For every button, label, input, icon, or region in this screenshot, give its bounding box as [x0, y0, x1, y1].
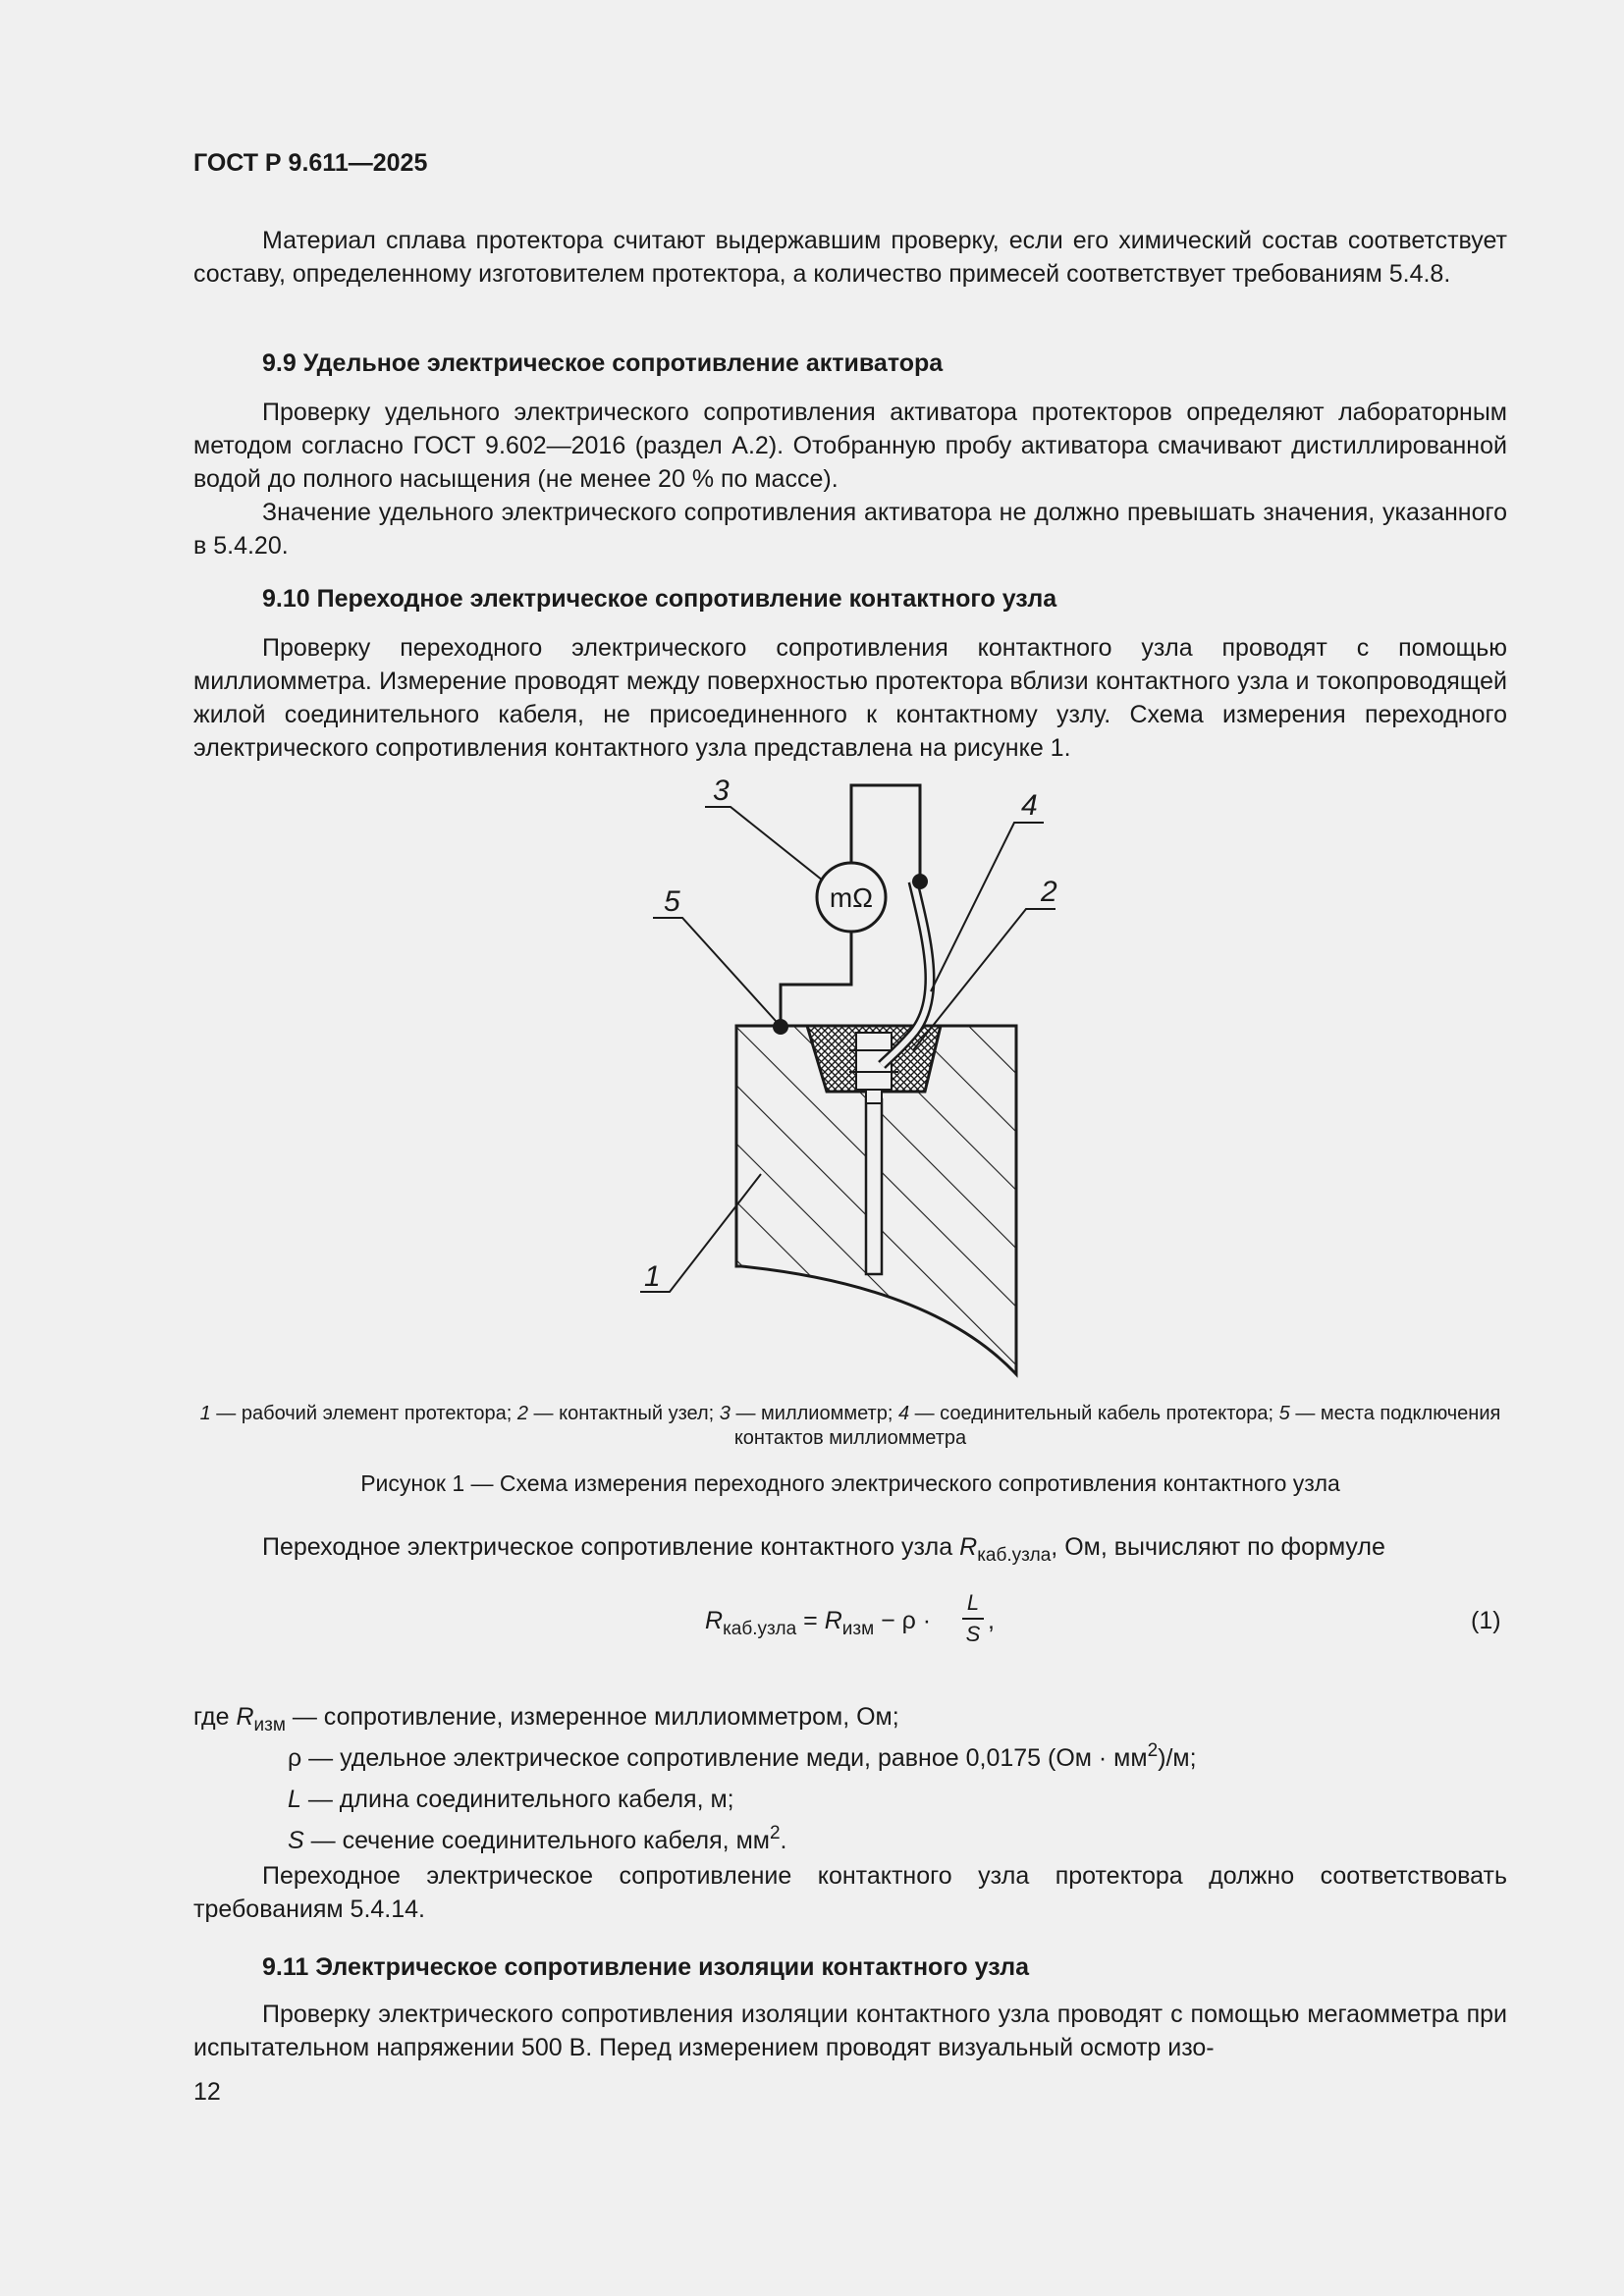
- where-l: [193, 1779, 1197, 1820]
- section-9-11-heading: 9.11 Электрическое сопротивление изоляции контактного узла: [262, 1953, 1030, 1981]
- conclusion-9-10: Переходное электрическое сопротивление контактного узла протектора должно соответствовать требованиям 5.4.14.: [193, 1862, 1507, 1923]
- legend-num-2: 2: [516, 1403, 528, 1424]
- contact-point-cable: [912, 874, 928, 889]
- legend-text-3: — миллиомметр;: [730, 1403, 898, 1424]
- where-r-desc: — сопротивление, измеренное миллиомметром, Ом;: [285, 1703, 899, 1731]
- legend-text-2: — контактный узел;: [527, 1403, 720, 1424]
- formula-denominator: S: [965, 1622, 981, 1646]
- formula-intro-before: Переходное электрическое сопротивление контактного узла: [262, 1533, 960, 1561]
- milliohmmeter-symbol: mΩ: [829, 882, 874, 913]
- formula-trailing: ,: [988, 1607, 995, 1634]
- where-s: [193, 1820, 1197, 1861]
- legend-num-4: 4: [897, 1403, 910, 1424]
- where-s-symbol: S: [288, 1827, 304, 1854]
- section-9-10-body: [193, 631, 1507, 765]
- figure-legend: [193, 1402, 1507, 1451]
- where-rho-end: )/м;: [1158, 1744, 1197, 1772]
- callout-4: 4: [1021, 789, 1038, 822]
- formula-r-symbol: R: [824, 1607, 842, 1634]
- callout-2: 2: [1041, 876, 1057, 908]
- where-l-desc: — длина соединительного кабеля, м;: [300, 1786, 734, 1813]
- legend-text-1: — рабочий элемент протектора;: [210, 1403, 517, 1424]
- where-rho-sup: 2: [1147, 1740, 1159, 1761]
- section-9-9-paragraph-2: Значение удельного электрического сопротивления активатора не должно превышать значения, указанного в 5.4.20.: [193, 499, 1507, 560]
- section-9-10-paragraph-1: Проверку переходного электрического сопротивления контактного узла проводят с помощью миллиомметра. Измерение проводят между поверхностью протектора вблизи контактного узла и токопроводящей жилой соединительного кабеля, не присоединенного к контактному узлу. Схема измерения переходного электрического сопротивления контактного узла представлена на рисунке 1.: [193, 634, 1507, 762]
- where-s-end: .: [780, 1827, 787, 1854]
- section-9-11-body: [193, 1998, 1507, 2064]
- measurement-diagram: [638, 775, 1070, 1394]
- where-rho-line: ρ — удельное электрическое сопротивление меди, равное 0,0175 (Ом · мм: [288, 1744, 1148, 1772]
- formula-fraction-bar: [962, 1618, 984, 1620]
- legend-num-5: 5: [1278, 1403, 1290, 1424]
- legend-text-4: — соединительный кабель протектора;: [909, 1403, 1279, 1424]
- section-9-9-body: [193, 396, 1507, 562]
- formula-equals: =: [803, 1607, 818, 1634]
- callout-3: 3: [713, 775, 730, 807]
- formula-explanation: [193, 1696, 1197, 1861]
- callout-1: 1: [644, 1260, 661, 1293]
- formula-intro-after: , Ом, вычисляют по формуле: [1051, 1533, 1385, 1561]
- legend-num-3: 3: [719, 1403, 731, 1424]
- where-r-izm: [193, 1696, 1197, 1737]
- document-header: ГОСТ Р 9.611—2025: [193, 149, 428, 177]
- section-9-10: [193, 582, 1507, 615]
- intro-block: [193, 224, 1507, 291]
- milliohmmeter: [817, 863, 886, 932]
- formula-numerator: L: [966, 1590, 980, 1615]
- section-9-10-heading: 9.10 Переходное электрическое сопротивление контактного узла: [262, 585, 1057, 613]
- conclusion-block: [193, 1859, 1507, 1926]
- formula-minus-rho: − ρ ·: [881, 1607, 932, 1634]
- section-9-9-paragraph-1: Проверку удельного электрического сопротивления активатора протекторов определяют лабораторным методом согласно ГОСТ 9.602—2016 (раздел А.2). Отобранную пробу активатора смачивают дистиллированной водой до полного насыщения (не менее 20 % по массе).: [193, 399, 1507, 493]
- formula-number: (1): [1471, 1607, 1501, 1634]
- page-number: 12: [193, 2078, 221, 2106]
- where-l-symbol: L: [288, 1786, 301, 1813]
- formula-lhs-symbol: R: [705, 1607, 724, 1634]
- section-9-11-paragraph-1: Проверку электрического сопротивления изоляции контактного узла проводят с помощью мегаомметра при испытательном напряжении 500 В. Перед измерением проводят визуальный осмотр изо-: [193, 2001, 1507, 2061]
- formula-fraction: [962, 1590, 984, 1647]
- formula-intro-symbol: R: [959, 1533, 978, 1561]
- formula-intro-subscript: каб.узла: [977, 1545, 1052, 1566]
- intro-paragraph: Материал сплава протектора считают выдержавшим проверку, если его химический состав соответствует составу, определенному изготовителем протектора, а количество примесей соответствует требованиям 5.4.8.: [193, 227, 1507, 288]
- legend-text-5: — места подключения контактов миллиомметра: [733, 1403, 1501, 1449]
- where-intro: где: [193, 1703, 237, 1731]
- formula-lhs-sub: каб.узла: [723, 1619, 797, 1639]
- where-r-sub: изм: [253, 1715, 286, 1735]
- section-9-11: [193, 1950, 1507, 1984]
- section-9-9-heading: 9.9 Удельное электрическое сопротивление активатора: [262, 349, 944, 377]
- where-s-desc: — сечение соединительного кабеля, мм: [303, 1827, 770, 1854]
- formula-r-sub: изм: [841, 1619, 875, 1639]
- legend-num-1: 1: [199, 1403, 211, 1424]
- where-s-sup: 2: [769, 1823, 781, 1843]
- formula-intro: [193, 1530, 1507, 1564]
- callout-5: 5: [664, 885, 680, 918]
- where-r-symbol: R: [236, 1703, 254, 1731]
- where-rho: [193, 1737, 1197, 1779]
- figure-caption: Рисунок 1 — Схема измерения переходного электрического сопротивления контактного узла: [360, 1470, 1340, 1496]
- section-9-9: [193, 347, 1507, 380]
- contact-node: [807, 1026, 941, 1103]
